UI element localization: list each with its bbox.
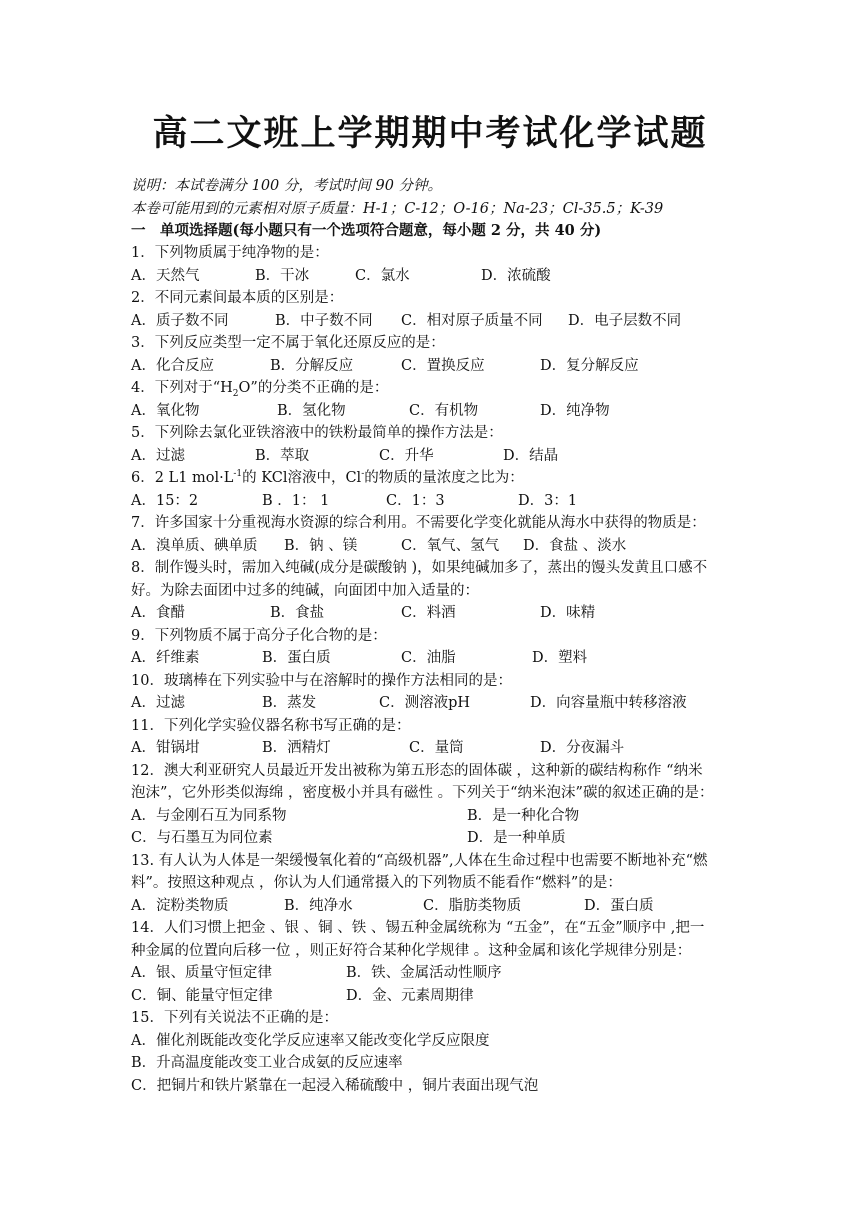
question-1-options	[131, 265, 811, 287]
option-c: C．料酒	[401, 605, 456, 621]
option-b: B．萃取	[255, 448, 310, 464]
option-a: A．食醋	[131, 605, 185, 621]
option-b: B．升高温度能改变工业合成氨的反应速率	[131, 1055, 403, 1071]
option-d: D．食盐 、淡水	[523, 538, 627, 554]
option-d: D．结晶	[503, 448, 559, 464]
question-2-options	[131, 310, 811, 332]
question-12-options-row1	[131, 805, 811, 827]
question-6-options	[131, 490, 811, 512]
option-d: D．向容量瓶中转移溶液	[530, 695, 687, 711]
option-a: A．与金刚石互为同系物	[131, 808, 287, 824]
option-a: A．过滤	[131, 448, 185, 464]
question-4-stem	[131, 377, 388, 399]
option-c: C．铜、能量守恒定律	[131, 988, 273, 1004]
question-9-stem: 9．下列物质不属于高分子化合物的是：	[131, 628, 387, 644]
question-5-options	[131, 445, 811, 467]
question-10-stem: 10．玻璃棒在下列实验中与在溶解时的操作方法相同的是：	[131, 673, 512, 689]
question-7-stem: 7．许多国家十分重视海水资源的综合利用。不需要化学变化就能从海水中获得的物质是：	[131, 515, 706, 531]
option-b: B．纯净水	[284, 898, 353, 914]
superscript: -1	[233, 469, 243, 480]
question-14-options-row2	[131, 985, 811, 1007]
question-14-options-row1	[131, 962, 811, 984]
question-4-options	[131, 400, 811, 422]
option-a: A．氧化物	[131, 403, 200, 419]
question-2-stem: 2．不同元素间最本质的区别是：	[131, 290, 344, 306]
section-heading: 一 单项选择题(每小题只有一个选项符合题意，每小题 2 分，共 40 分)	[131, 222, 602, 239]
question-1-stem: 1．下列物质属于纯净物的是：	[131, 245, 329, 261]
option-d: D．蛋白质	[584, 898, 654, 914]
option-c: C．与石墨互为同位素	[131, 830, 273, 846]
option-a: A．化合反应	[131, 358, 214, 374]
option-b: B．氢化物	[277, 403, 346, 419]
question-14-stem-cont: 种金属的位置向后移一位 ，则正好符合某种化学规律 。这种金属和该化学规律分别是：	[131, 943, 692, 959]
option-d: D．味精	[540, 605, 596, 621]
option-a: A．淀粉类物质	[131, 898, 229, 914]
option-d: D．浓硫酸	[481, 268, 551, 284]
option-c: C．量筒	[409, 740, 464, 756]
option-b: B．蒸发	[262, 695, 317, 711]
option-a: A．银、质量守恒定律	[131, 965, 272, 981]
option-a: A．过滤	[131, 695, 185, 711]
stem-text: 6．2 L1 mol·L	[131, 470, 234, 486]
exam-note: 说明：本试卷满分 100 分，考试时间 90 分钟。	[131, 178, 443, 194]
question-3-stem: 3．下列反应类型一定不属于氧化还原反应的是：	[131, 335, 445, 351]
option-b: B．是一种化合物	[467, 808, 580, 824]
question-7-options	[131, 535, 811, 557]
option-d: D．电子层数不同	[568, 313, 682, 329]
stem-text: 的 KCl溶液中，Cl	[242, 470, 362, 486]
option-c: C．氧气、氢气	[401, 538, 500, 554]
option-b: B．钠 、镁	[284, 538, 358, 554]
option-c: C．相对原子质量不同	[401, 313, 543, 329]
option-a: A．催化剂既能改变化学反应速率又能改变化学反应限度	[131, 1033, 490, 1049]
question-11-options	[131, 737, 811, 759]
question-8-stem-cont: 好。为除去面团中过多的纯碱，向面团中加入适量的：	[131, 583, 479, 599]
option-d: D．是一种单质	[467, 830, 566, 846]
stem-text: 4．下列对于“H	[131, 380, 233, 396]
option-c: C．测溶液pH	[379, 695, 471, 711]
question-10-options	[131, 692, 811, 714]
option-c: C．置换反应	[401, 358, 485, 374]
option-d: D．金、元素周期律	[346, 988, 474, 1004]
exam-title: 高二文班上学期期中考试化学试题	[152, 113, 708, 154]
option-b: B．干冰	[255, 268, 310, 284]
option-c: C．油脂	[401, 650, 456, 666]
option-d: D．塑料	[532, 650, 588, 666]
option-b: B．洒精灯	[262, 740, 331, 756]
subscript: 2	[232, 388, 239, 399]
option-a: A．纤维素	[131, 650, 200, 666]
option-d: D．3：1	[518, 493, 578, 509]
question-11-stem: 11．下列化学实验仪器名称书写正确的是：	[131, 718, 411, 734]
option-b: B．蛋白质	[262, 650, 331, 666]
option-c: C．1：3	[386, 493, 445, 509]
option-d: D．纯净物	[540, 403, 610, 419]
option-a: A．溴单质、碘单质	[131, 538, 258, 554]
question-14-stem: 14．人们习惯上把金 、银 、铜 、铁 、锡五种金属统称为 “五金”，在“五金”顺序中 ,把一	[131, 920, 705, 936]
option-a: A．天然气	[131, 268, 200, 284]
option-b: B．中子数不同	[275, 313, 373, 329]
question-9-options	[131, 647, 811, 669]
question-13-stem-cont: 料”。按照这种观点 ，你认为人们通常摄入的下列物质不能看作“燃料”的是：	[131, 875, 622, 891]
option-b: B．食盐	[270, 605, 325, 621]
option-d: D．分夜漏斗	[540, 740, 625, 756]
option-a: A．质子数不同	[131, 313, 229, 329]
option-a: A．15：2	[131, 493, 199, 509]
question-8-stem: 8．制作馒头时，需加入纯碱(成分是碳酸钠 )，如果纯碱加多了，蒸出的馒头发黄且口感不	[131, 560, 708, 576]
option-c: C．升华	[379, 448, 434, 464]
question-13-stem: 13. 有人认为人体是一架缓慢氧化着的“高级机器”,人体在生命过程中也需要不断地补充“燃	[131, 853, 708, 869]
option-b: B．分解反应	[270, 358, 354, 374]
option-c: C．把铜片和铁片紧靠在一起浸入稀硫酸中 ，铜片表面出现气泡	[131, 1078, 539, 1094]
stem-text: O”的分类不正确的是：	[238, 380, 389, 396]
option-b: B ．1： 1	[262, 493, 330, 509]
superscript: -	[361, 469, 365, 480]
option-a: A．钳锅坩	[131, 740, 200, 756]
question-3-options	[131, 355, 811, 377]
option-b: B．铁、金属活动性顺序	[346, 965, 502, 981]
question-5-stem: 5．下列除去氯化亚铁溶液中的铁粉最简单的操作方法是：	[131, 425, 503, 441]
option-d: D．复分解反应	[540, 358, 639, 374]
option-c: C．有机物	[409, 403, 479, 419]
option-c: C．脂肪类物质	[423, 898, 522, 914]
question-12-stem-cont: 泡沫”，它外形类似海绵 ，密度极小并具有磁性 。下列关于“纳米泡沫”碳的叙述正确的是：	[131, 785, 714, 801]
question-12-options-row2	[131, 827, 811, 849]
question-8-options	[131, 602, 811, 624]
question-15-stem: 15．下列有关说法不正确的是：	[131, 1010, 338, 1026]
option-c: C．氯水	[355, 268, 410, 284]
question-12-stem: 12．澳大利亚研究人员最近开发出被称为第五形态的固体碳 ，这种新的碳结构称作 “纳米	[131, 763, 703, 779]
question-6-stem	[131, 467, 524, 489]
question-13-options	[131, 895, 811, 917]
atomic-mass-note: 本卷可能用到的元素相对原子质量：H-1；C-12；O-16；Na-23；Cl-35.5；K-39	[131, 201, 664, 217]
stem-text: 的物质的量浓度之比为：	[364, 470, 524, 486]
